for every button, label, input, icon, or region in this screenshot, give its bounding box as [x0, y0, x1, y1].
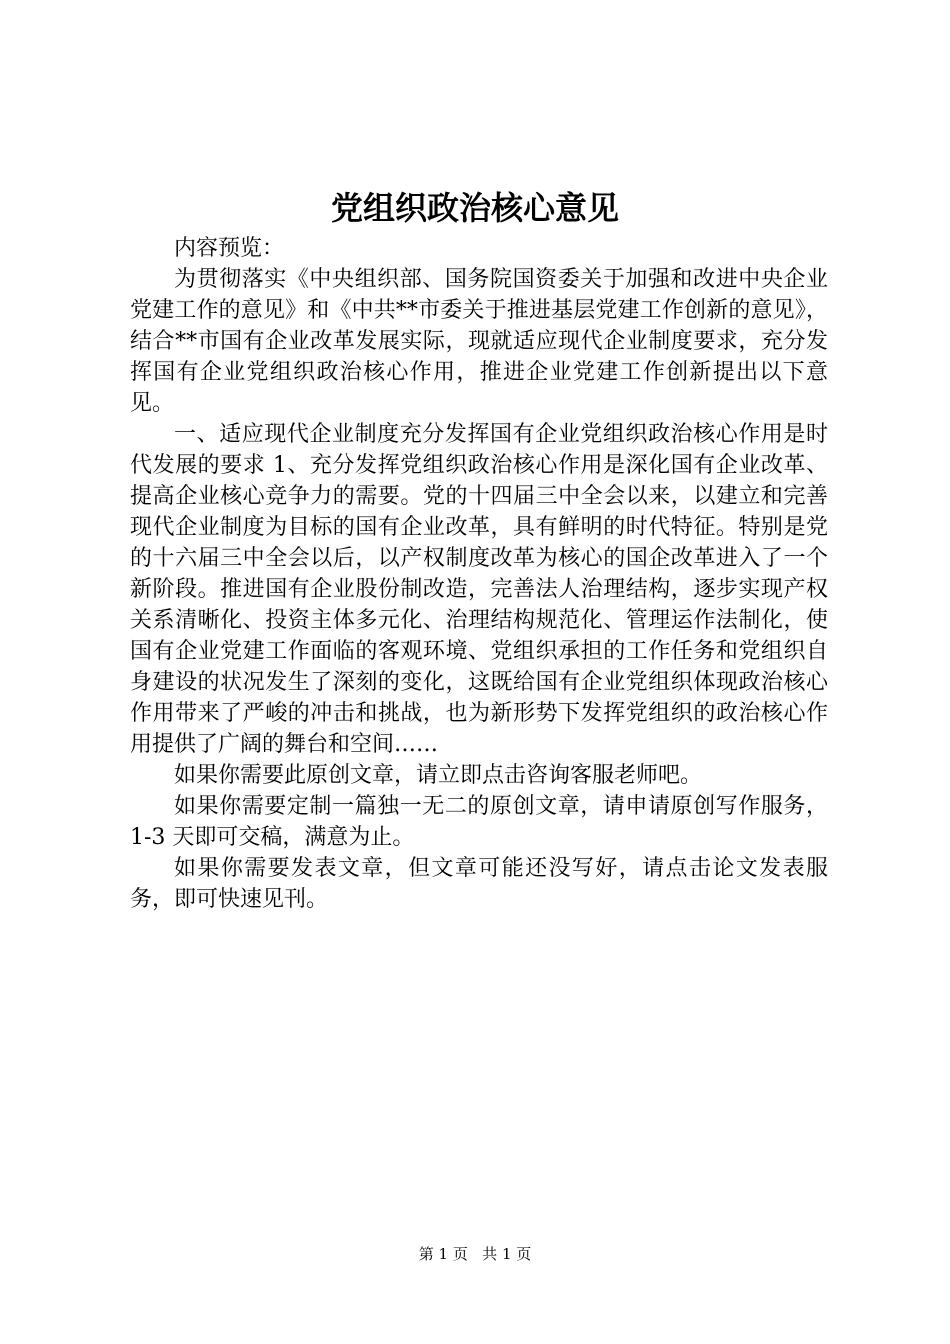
preview-label: 内容预览： — [174, 236, 285, 261]
page-total: 共 1 页 — [482, 1245, 532, 1263]
footer-separator — [473, 1245, 478, 1263]
paragraph-intro: 为贯彻落实《中央组织部、国务院国资委关于加强和改进中央企业党建工作的意见》和《中共**市委关于推进基层党建工作创新的意见》，结合**市国有企业改革发展实际，现就适应现代企业制度要求，充分发挥国有企业党组织政治核心作用，推进企业党建工作创新提出以下意见。 — [130, 267, 828, 416]
document-body — [130, 233, 828, 915]
paragraph-publish-service: 如果你需要发表文章，但文章可能还没写好，请点击论文发表服务，即可快速见刊。 — [130, 856, 828, 912]
paragraph-custom-writing: 如果你需要定制一篇独一无二的原创文章，请申请原创写作服务，1-3 天即可交稿，满意为止。 — [130, 794, 828, 850]
page-footer — [0, 1244, 950, 1264]
paragraph-consult-link: 如果你需要此原创文章，请立即点击咨询客服老师吧。 — [174, 763, 703, 788]
paragraph-section-one: 一、适应现代企业制度充分发挥国有企业党组织政治核心作用是时代发展的要求 1、充分发挥党组织政治核心作用是深化国有企业改革、提高企业核心竞争力的需要。党的十四届三中全会以来，以建立和完善现代企业制度为目标的国有企业改革，具有鲜明的时代特征。特别是党的十六届三中全会以后，以产权制度改革为核心的国企改革进入了一个新阶段。推进国有企业股份制改造，完善法人治理结构，逐步实现产权关系清晰化、投资主体多元化、治理结构规范化、管理运作法制化，使国有企业党建工作面临的客观环境、党组织承担的工作任务和党组织自身建设的状况发生了深刻的变化，这既给国有企业党组织体现政治核心作用带来了严峻的冲击和挑战，也为新形势下发挥党组织的政治核心作用提供了广阔的舞台和空间…… — [130, 422, 828, 757]
document-title: 党组织政治核心意见 — [330, 189, 619, 227]
page-number: 第 1 页 — [418, 1245, 468, 1263]
